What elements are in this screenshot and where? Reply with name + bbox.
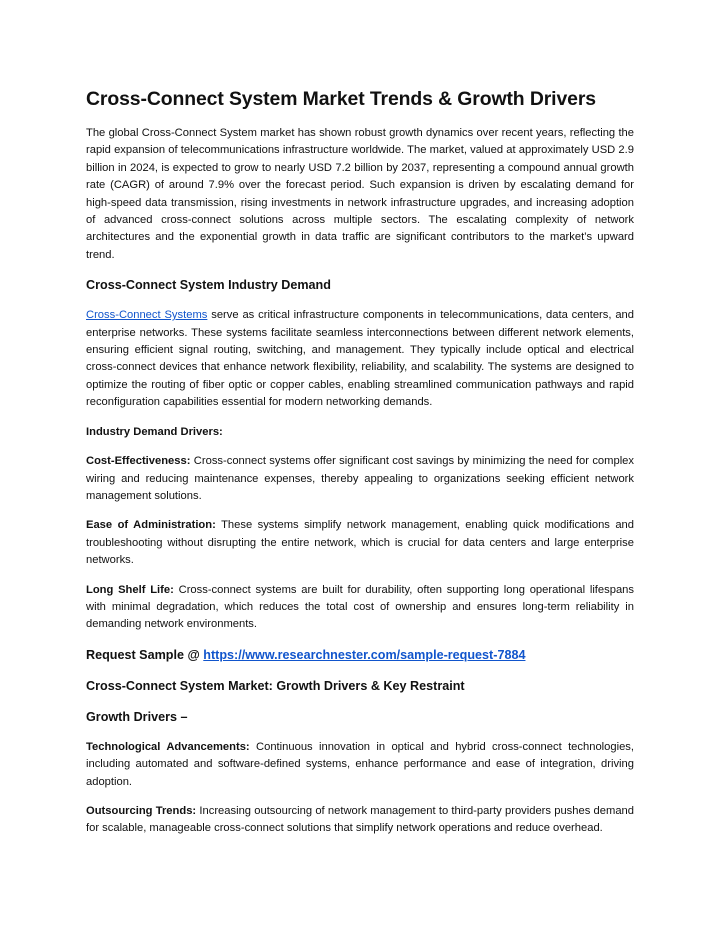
driver-cost-effectiveness	[86, 453, 634, 505]
growth-driver-technological-advancements	[86, 739, 634, 791]
driver-text: Cross-connect systems are built for durability, often supporting long operational lifespans with minimal degradation, which reduces the total cost of ownership and ensures long-term reliability in demanding network environments.	[86, 583, 634, 631]
driver-long-shelf-life	[86, 582, 634, 634]
driver-lead: Technological Advancements:	[86, 740, 250, 753]
driver-text: These systems simplify network management, enabling quick modifications and troubleshooting without disrupting the entire network, which is crucial for data centers and large enterprise networks.	[86, 519, 634, 567]
driver-text: Cross-connect systems offer significant cost savings by minimizing the need for complex wiring and reducing maintenance expenses, thereby appealing to organizations seeking efficient network management solutions.	[86, 455, 634, 502]
driver-lead: Outsourcing Trends:	[86, 804, 197, 817]
growth-drivers-section-heading: Cross-Connect System Market: Growth Drivers & Key Restraint	[86, 678, 465, 693]
industry-demand-heading: Cross-Connect System Industry Demand	[86, 278, 331, 293]
intro-paragraph: The global Cross-Connect System market has shown robust growth dynamics over recent years, reflecting the rapid expansion of telecommunications infrastructure worldwide. The market, valued at approximately USD 2.9 billion in 2024, is expected to grow to nearly USD 7.2 billion by 2037, representing a compound annual growth rate (CAGR) of around 7.9% over the forecast period. Such expansion is driven by escalating demand for high-speed data transmission, rising investments in network infrastructure upgrades, and increasing adoption of advanced cross-connect solutions across multiple sectors. The escalating complexity of network architectures and the exponential growth in data traffic are significant contributors to the market’s upward trend.	[86, 127, 634, 261]
driver-lead: Cost-Effectiveness:	[86, 455, 191, 468]
cross-connect-systems-link[interactable]: Cross-Connect Systems	[86, 309, 208, 322]
request-sample	[86, 646, 634, 664]
driver-text: Continuous innovation in optical and hybrid cross-connect technologies, including automated and software-defined systems, enhance performance and ease of integration, driving adoption.	[86, 740, 634, 788]
request-sample-link[interactable]: https://www.researchnester.com/sample-request-7884	[203, 647, 526, 662]
growth-driver-outsourcing-trends	[86, 803, 634, 838]
page-title: Cross-Connect System Market Trends & Growth Drivers	[86, 88, 596, 110]
driver-text: Increasing outsourcing of network management to third-party providers pushes demand for scalable, manageable cross-connect solutions that simplify network operations and reduce overhead.	[86, 804, 634, 835]
driver-ease-of-administration	[86, 517, 634, 569]
request-sample-label: Request Sample @	[86, 647, 204, 662]
driver-lead: Ease of Administration:	[86, 519, 216, 532]
demand-drivers-label: Industry Demand Drivers:	[86, 425, 223, 438]
industry-demand-paragraph	[86, 307, 634, 411]
driver-lead: Long Shelf Life:	[86, 583, 174, 596]
growth-drivers-subheading: Growth Drivers –	[86, 709, 188, 724]
industry-demand-text: serve as critical infrastructure components in telecommunications, data centers, and enterprise networks. These systems facilitate seamless interconnections between different network elements, ensuring efficient signal routing, switching, and management. They typically include optical and electrical cross-connect devices that enhance network flexibility, reliability, and scalability. The systems are designed to optimize the routing of fiber optic or copper cables, enabling streamlined communication pathways and rapid reconfiguration capabilities essential for modern networking demands.	[86, 309, 634, 409]
